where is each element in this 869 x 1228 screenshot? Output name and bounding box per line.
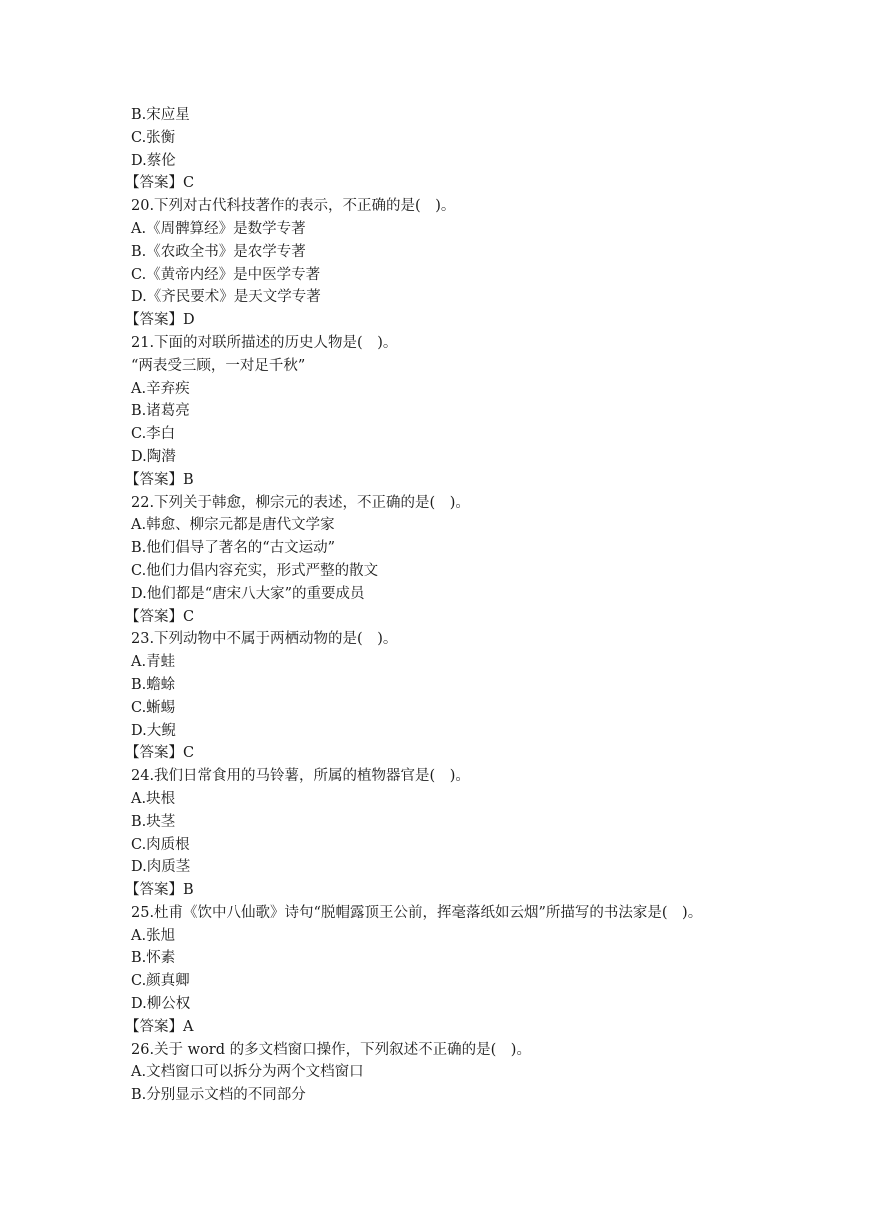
option-line: C.蜥蜴 <box>131 699 176 716</box>
question-line: 21.下面的对联所描述的历史人物是( )。 <box>131 334 398 351</box>
option-line: A.块根 <box>131 790 176 807</box>
option-line: D.肉质茎 <box>131 859 191 876</box>
quote-line: “两表受三顾，一对足千秋” <box>131 357 306 374</box>
option-line: D.大鲵 <box>131 722 176 739</box>
option-line: A.张旭 <box>131 927 176 944</box>
option-line: C.颜真卿 <box>131 973 190 990</box>
question-line: 22.下列关于韩愈，柳宗元的表述，不正确的是( )。 <box>131 494 470 511</box>
option-line: B.怀素 <box>131 950 176 967</box>
question-line: 24.我们日常食用的马铃薯，所属的植物器官是( )。 <box>131 768 470 785</box>
question-line: 26.关于 word 的多文档窗口操作，下列叙述不正确的是( )。 <box>131 1041 531 1058</box>
answer-line: 【答案】D <box>125 312 195 329</box>
answer-line: 【答案】C <box>125 175 195 192</box>
option-line: C.他们力倡内容充实，形式严整的散文 <box>131 562 379 579</box>
option-line: C.李白 <box>131 426 176 443</box>
option-line: B.分别显示文档的不同部分 <box>131 1087 306 1104</box>
option-line: B.诸葛亮 <box>131 403 190 420</box>
option-line: C.张衡 <box>131 129 176 146</box>
answer-line: 【答案】C <box>125 745 195 762</box>
option-line: B.《农政全书》是农学专著 <box>131 243 306 260</box>
option-line: D.《齐民要术》是天文学专著 <box>131 289 321 306</box>
question-line: 25.杜甫《饮中八仙歌》诗句“脱帽露顶王公前，挥毫落纸如云烟”所描写的书法家是( )。 <box>131 904 703 921</box>
document-body <box>125 104 771 1107</box>
option-line: A.青蛙 <box>131 654 176 671</box>
option-line: B.块茎 <box>131 813 176 830</box>
option-line: D.柳公权 <box>131 996 191 1013</box>
option-line: A.韩愈、柳宗元都是唐代文学家 <box>131 517 335 534</box>
option-line: D.他们都是“唐宋八大家”的重要成员 <box>131 585 365 602</box>
answer-line: 【答案】B <box>125 471 194 488</box>
option-line: D.陶潜 <box>131 448 176 465</box>
question-line: 23.下列动物中不属于两栖动物的是( )。 <box>131 631 398 648</box>
option-line: C.《黄帝内经》是中医学专著 <box>131 266 321 283</box>
option-line: D.蔡伦 <box>131 152 176 169</box>
answer-line: 【答案】B <box>125 882 194 899</box>
question-line: 20.下列对古代科技著作的表示，不正确的是( )。 <box>131 198 456 215</box>
option-line: B.宋应星 <box>131 107 190 123</box>
answer-line: 【答案】A <box>125 1018 194 1035</box>
option-line: A.辛弃疾 <box>131 380 190 397</box>
answer-line: 【答案】C <box>125 608 195 625</box>
option-line: A.文档窗口可以拆分为两个文档窗口 <box>131 1064 364 1081</box>
option-line: B.蟾蜍 <box>131 676 176 693</box>
option-line: C.肉质根 <box>131 836 190 853</box>
option-line: B.他们倡导了著名的“古文运动” <box>131 540 336 557</box>
option-line: A.《周髀算经》是数学专著 <box>131 220 306 237</box>
